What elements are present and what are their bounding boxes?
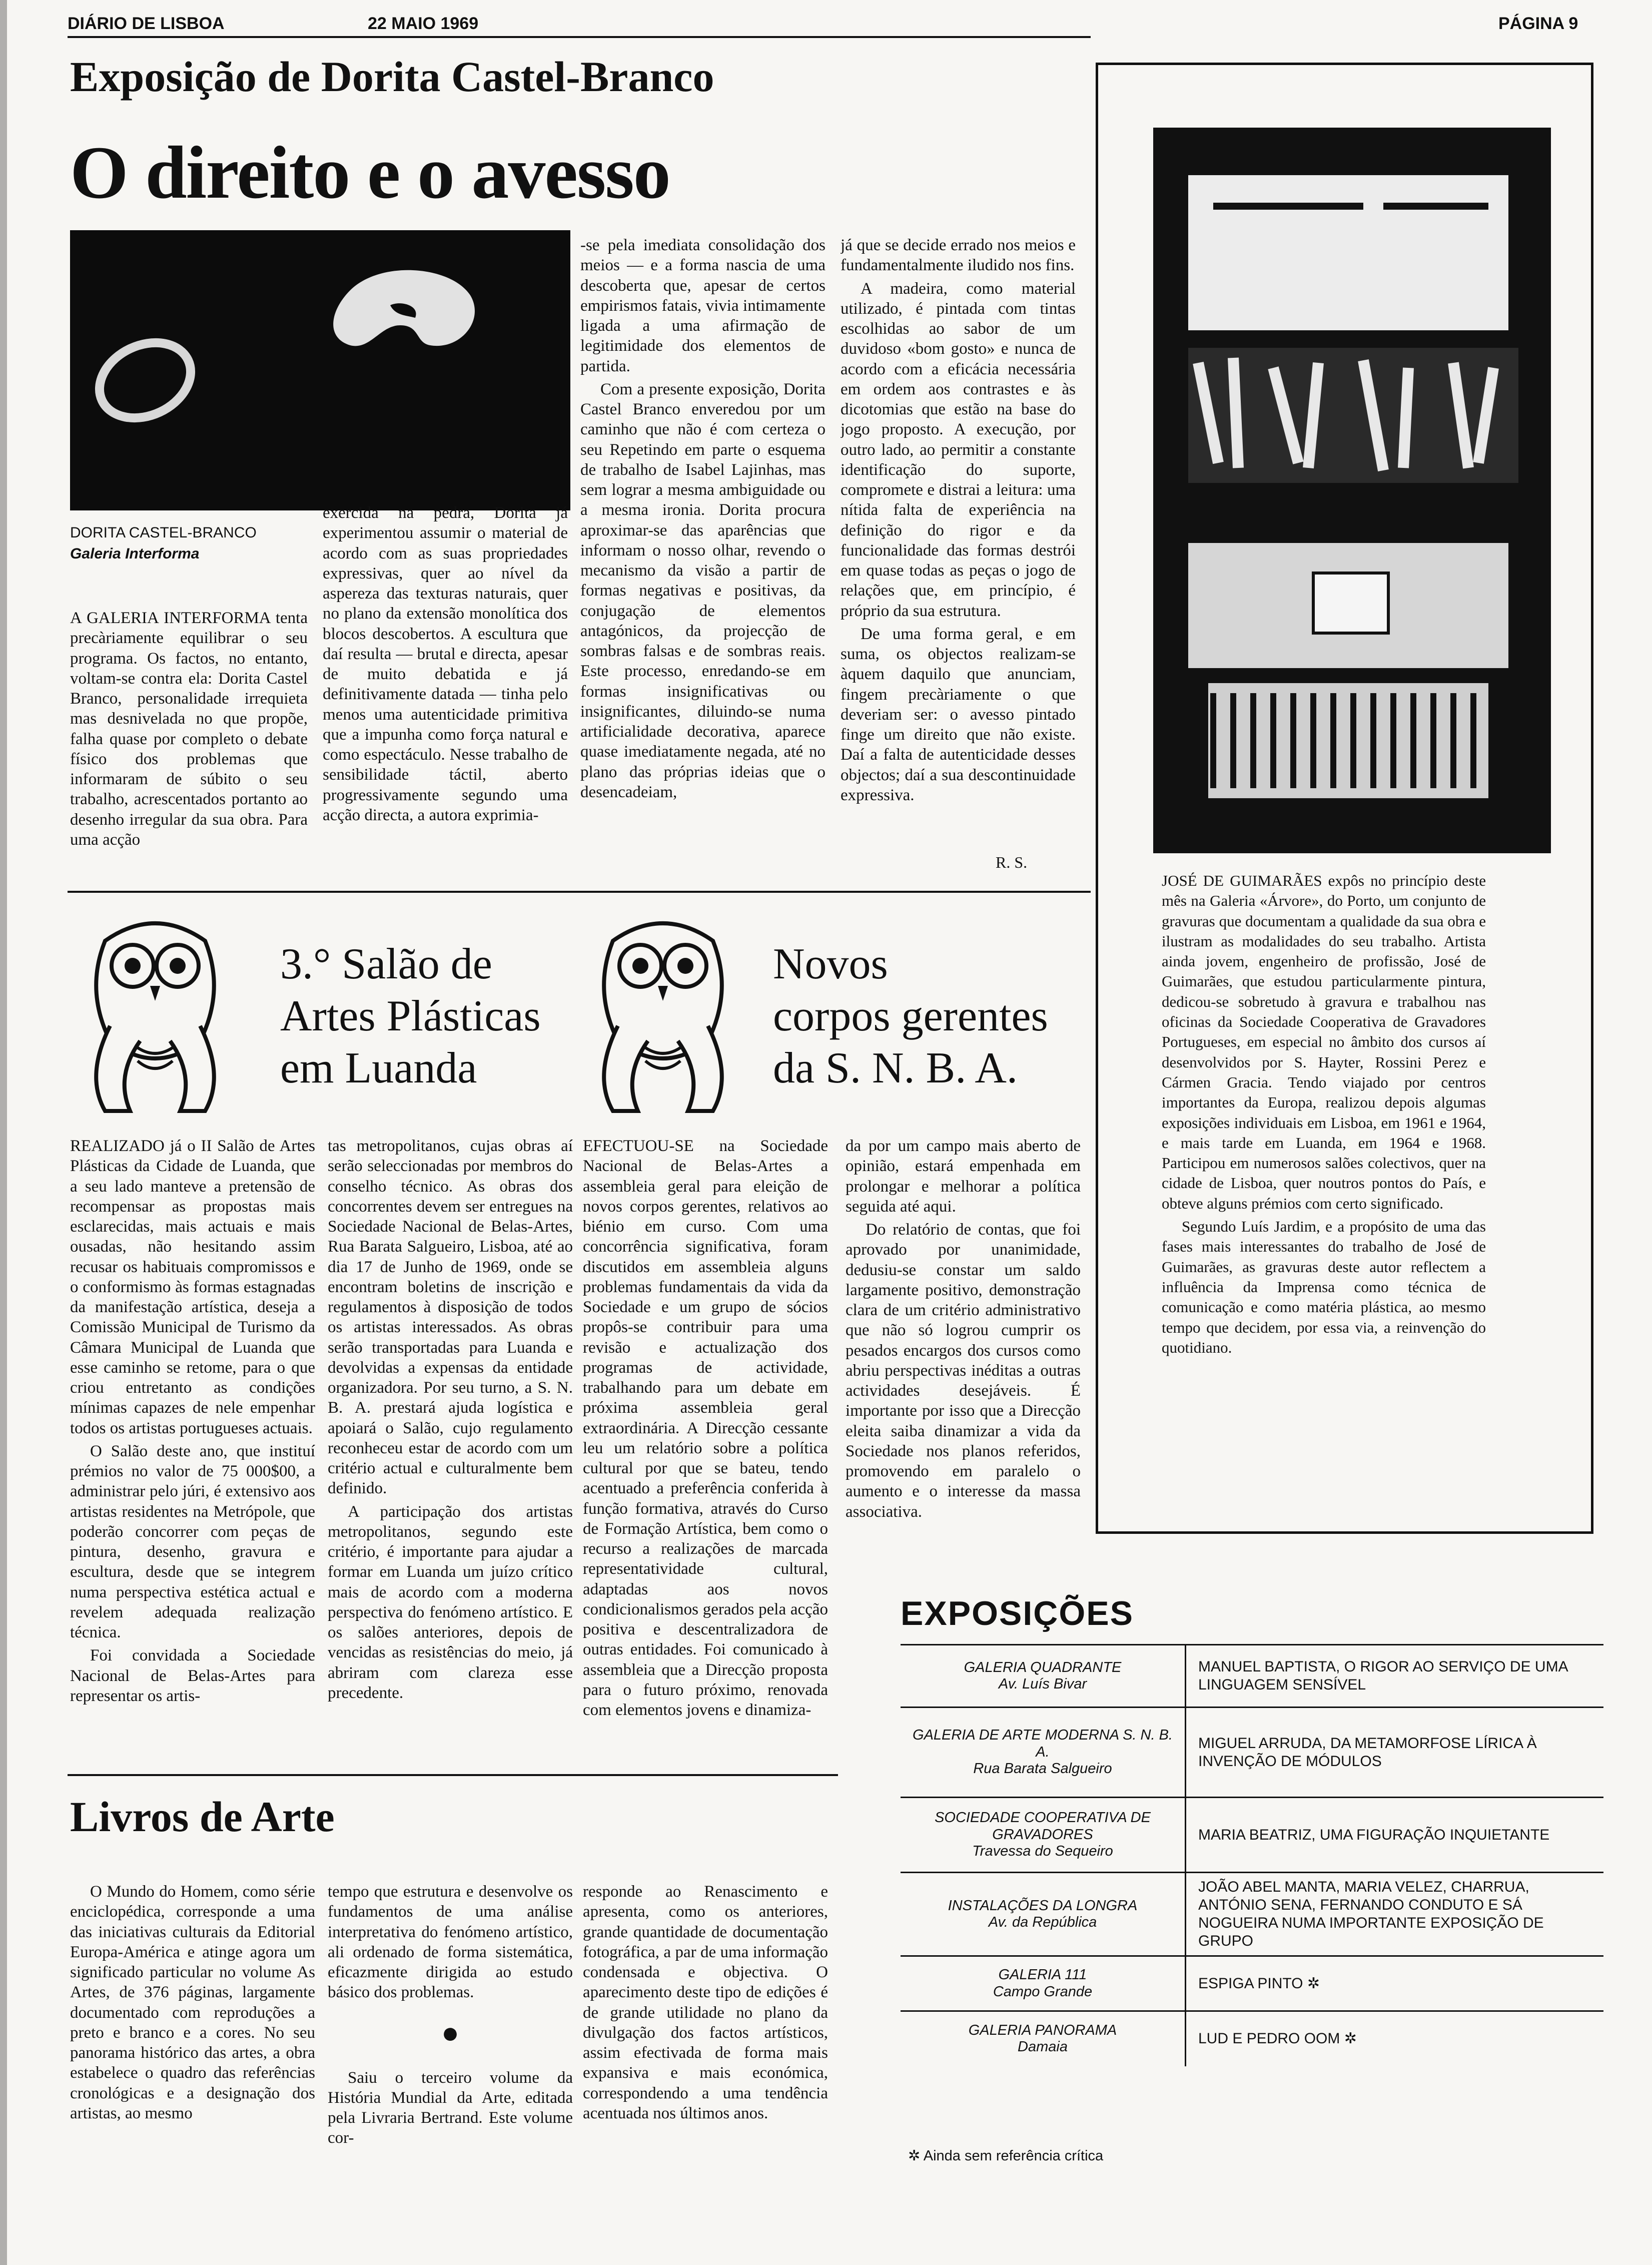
exposicao-venue: GALERIA PANORAMA [968,2022,1117,2038]
snba-col-1 [583,1136,828,1762]
salao-col-2 [328,1136,573,1762]
exposicoes-title: EXPOSIÇÕES [901,1594,1134,1632]
livros-col-2-p1: tempo que estrutura e desenvolve os fundamentos de uma análise interpretativa do fenómeno artístico, ali ordenado de forma sistemática, eficazmente dirigida ao estudo básico dos problemas. [328,1883,573,2002]
exposicao-venue: GALERIA 111 [998,1967,1087,1983]
exposicao-show: LUD E PEDRO OOM ✲ [1186,2011,1604,2066]
article-signature: R. S. [996,853,1028,871]
livros-col-2-p2: Saiu o terceiro volume da História Mundial da Arte, editada pela Livraria Bertrand. Este volume cor- [328,2068,573,2147]
guimaraes-p2: Segundo Luís Jardim, e a propósito de uma das fases mais interessantes do trabalho de José de Guimarães, as gravuras deste autor reflectem a influência da Imprensa como técnica de comunicação e como matéria plástica, ao mesmo tempo que decidem, por essa via, a reinvenção do quotidiano. [1162,1218,1486,1356]
livros-col-2 [328,1882,573,2242]
header-rule [68,36,1091,38]
exposicao-row [901,1873,1603,1956]
article-col-4-p2: A madeira, como material utilizado, é pintada com tintas escolhidas ao sabor de um duvidoso «bom gosto» e nunca de acordo com a eficácia necessária em ordem aos contrastes e às dicotomias que estão na base do jogo proposto. A execução, por outro lado, ao permitir a constante identificação do suporte, compromete e distrai a leitura: uma nítida falta de experiência na definição do rigor e da funcionalidade das formas destrói em quase todas as peças o jogo de relações que, em princípio, é próprio da sua estrutura. [841,279,1076,620]
section-rule-1 [68,891,1091,893]
article-col-4-p3: De uma forma geral, e em suma, os objectos realizam-se àquem daquilo que anunciam, fingem precàriamente o que deveriam ser: o avesso pintado finge um direito que não existe. Daí a falta de autenticidade desses objectos; daí a sua descontinuidade expressiva. [841,625,1076,804]
bullet-dot: ● [441,2016,460,2049]
caption-gallery: Galeria Interforma [70,545,200,562]
snba-title-line2: corpos gerentes [773,991,1048,1040]
article-col-4-p1: já que se decide errado nos meios e fundamentalmente iludido nos fins. [841,236,1076,275]
exposicao-venue-cell [901,1798,1186,1873]
exposicao-address: Campo Grande [993,1983,1093,2000]
exposicoes-footnote: ✲ Ainda sem referência crítica [908,2148,1104,2164]
article-col-3-p1: -se pela imediata consolidação dos meios — e a forma nascia de uma descoberta que, apesar de certos empirismos fatais, vivia intimamente ligada a uma afirmação de legitimidade dos elementos de partida. [580,236,825,375]
snba-title-line3: da S. N. B. A. [773,1043,1018,1092]
salao-title-line3: em Luanda [280,1043,477,1092]
scan-edge [0,0,7,2265]
sculpture-photo [70,230,570,510]
exposicao-address: Damaia [1018,2039,1068,2055]
article-col-2-text: exercida na pedra, Dorita já experimentou assumir o material de acordo com as suas propriedades expressivas, quer ao nível da aspereza das texturas naturais, quer no plano da extensão monolítica dos blocos descobertos. A escultura que daí resulta — brutal e directa, apesar de muito debatida e já definitivamente datada — tinha pelo menos uma autenticidade primitiva que a impunha como força natural e como espectáculo. Nesse trabalho de sensibilidade táctil, aberto progressivamente segundo uma acção directa, a autora exprimia- [323,504,568,824]
salao-title-line2: Artes Plásticas [280,991,541,1040]
snba-title-line1: Novos [773,940,888,988]
exposicao-row [901,1645,1603,1708]
exposicao-row [901,1798,1603,1873]
article-kicker: Exposição de Dorita Castel-Branco [70,53,714,101]
article-col-1 [70,608,308,878]
exposicao-row [901,1708,1603,1798]
salao-col-2-p1: tas metropolitanos, cujas obras aí serão seleccionadas por membros do conselho técnico. As obras dos concorrentes devem ser entregues na Sociedade Nacional de Belas-Artes, Rua Barata Salgueiro, Lisboa, até ao dia 17 de Junho de 1969, onde se encontram boletins de inscrição e regulamentos à disposição de todos os artistas interessados. As obras serão transportadas para Luanda e devolvidas a expensas da entidade organizadora. Por seu turno, a S. N. B. A. prestará ajuda logística e apoiará o Salão, cujo regulamento reconheceu estar de acordo com um critério actual e culturalmente bem definido. [328,1137,573,1498]
page-number: PÁGINA 9 [1498,14,1578,33]
sculpture-image [70,230,570,510]
snba-col-1-text: EFECTUOU-SE na Sociedade Nacional de Belas-Artes a assembleia geral para eleição de novos corpos gerentes, relativos ao biénio em curso. Com uma concorrência significativa, foram discutidos em assembleia alguns problemas fundamentais da vida da Sociedade e um grupo de sócios propôs-se contribuir para uma revisão e actualização dos programas de actividade, trabalhando para um debate em próxima assembleia geral extraordinária. A Direcção cessante leu um relatório sobre a política cultural por que se bateu, tendo acentuado a preferência conferida à função formativa, através do Curso de Formação Artística, bem como o recurso a realizações de marcada representatividade cultural, adaptadas aos novos condicionalismos gerados pela acção positiva e descentralizadora de outras entidades. Foi comunicado à assembleia que a Direcção proposta para o futuro próximo, renovada com elementos jovens e dinamiza- [583,1137,828,1719]
exposicao-venue-cell [901,2011,1186,2066]
article-col-3-p2: Com a presente exposição, Dorita Castel Branco enveredou por um caminho que não é com certeza o seu Repetindo em parte o esquema de trabalho de Isabel Lajinhas, mas sem lograr a mesma ambiguidade ou a mesma ironia. Dorita procura aproximar-se das aparências que informam o nosso olhar, revendo o mecanismo da visão a partir de formas negativas e positivas, da conjugação de elementos antagónicos, da projecção de sombras falsas e de sombras reais. Este processo, enredando-se em formas insignificativas ou insignificantes, diluindo-se numa artificialidade decorativa, aparece quase imediatamente negada, até no plano das próprias ideias que o desencadeiam, [580,380,825,801]
exposicao-venue: GALERIA DE ARTE MODERNA S. N. B. A. [913,1727,1173,1760]
salao-col-1-p1: REALIZADO já o II Salão de Artes Plásticas da Cidade de Luanda, que a seu lado manteve a pretensão de recompensar as propostas mais esclarecidas, mais actuais e mais ousadas, não hesitando assim recusar os habituais compromissos e o conformismo às formas estagnadas da manifestação artística, deseja a Comissão Municipal de Turismo da Câmara Municipal de Luanda que esse caminho se retome, para o que criou entretanto as condições mínimas capazes de nele empenhar todos os artistas portugueses actuais. [70,1137,315,1437]
exposicao-show: MARIA BEATRIZ, UMA FIGURAÇÃO INQUIETANTE [1186,1798,1604,1873]
snba-col-2 [846,1136,1081,1546]
exposicao-venue: GALERIA QUADRANTE [964,1659,1122,1675]
article-col-2 [323,503,568,878]
engraving-image [1153,128,1551,853]
exposicao-show: MIGUEL ARRUDA, DA METAMORFOSE LÍRICA À INVENÇÃO DE MÓDULOS [1186,1708,1604,1798]
owl-icon [75,911,235,1121]
article-col-3 [580,235,825,881]
livros-title: Livros de Arte [70,1793,335,1841]
snba-col-2-p2: Do relatório de contas, que foi aprovado por unanimidade, dedusiu-se constar um saldo largamente positivo, demonstração clara de um critério administrativo que não só logrou cumprir os pesados encargos dos cursos como abriu perspectivas inéditas a outras actividades desejáveis. É importante por isso que a Direcção eleita saiba dinamizar a vida da Sociedade nos planos referidos, promovendo em paralelo o aumento e o interesse da massa associativa. [846,1221,1081,1521]
exposicoes-table [901,1644,1603,2066]
newspaper-name: DIÁRIO DE LISBOA [68,14,225,33]
exposicao-address: Av. Luís Bivar [998,1676,1087,1692]
exposicao-venue-cell [901,1645,1186,1708]
exposicao-address: Av. da República [988,1914,1097,1930]
article-col-4 [841,235,1076,866]
livros-col-1-text: O Mundo do Homem, como série enciclopédica, corresponde a uma das iniciativas culturais da Editorial Europa-América e atinge agora um significado particular no volume As Artes, de 376 páginas, largamente documentado com reproduções a preto e branco e a cores. No seu panorama histórico das artes, a obra estabelece o quadro das referências cronológicas e a designação dos artistas, ao mesmo [70,1883,315,2122]
exposicao-show: JOÃO ABEL MANTA, MARIA VELEZ, CHARRUA, ANTÓNIO SENA, FERNANDO CONDUTO E SÁ NOGUEIRA NUMA IMPORTANTE EXPOSIÇÃO DE GRUPO [1186,1873,1604,1956]
issue-date: 22 MAIO 1969 [368,14,479,33]
exposicao-venue: SOCIEDADE COOPERATIVA DE GRAVADORES [935,1810,1151,1843]
exposicao-address: Rua Barata Salgueiro [973,1761,1112,1777]
exposicao-row [901,2011,1603,2066]
exposicao-venue-cell [901,1873,1186,1956]
guimaraes-p1: JOSÉ DE GUIMARÃES expôs no princípio deste mês na Galeria «Árvore», do Porto, um conjunto de gravuras que documentam a qualidade da sua obra e ilustram as modalidades do seu trabalho. Artista ainda jovem, engenheiro de profissão, José de Guimarães, que estudou particularmente pintura, dedicou-se sobretudo à gravura e trabalhou nas oficinas da Sociedade Cooperativa de Gravadores Portugueses, em especial no âmbito dos cursos aí desenvolvidos por S. Hayter, Rossini Perez e Cármen Gracia. Tendo viajado por centros importantes da Europa, realizou depois algumas exposições individuais em Lisboa, em 1961 e 1964, e mais tarde em Luanda, em 1964 e 1968. Participou em numerosos salões colectivos, quer na cidade de Lisboa, quer noutros pontos do País, e obteve alguns prémios com certo significado. [1162,872,1486,1212]
livros-col-3-text: responde ao Renascimento e apresenta, como os anteriores, grande quantidade de documentação fotográfica, a par de uma informação condensada e objectiva. O aparecimento deste tipo de edições é de grande utilidade no plano da divulgação dos factos artísticos, assim efectivada de forma mais expansiva e mais económica, correspondendo a uma tendência acentuada nos últimos anos. [583,1883,828,2122]
section-rule-2 [68,1774,838,1776]
snba-title [773,938,1048,1094]
exposicao-venue: INSTALAÇÕES DA LONGRA [948,1897,1138,1914]
salao-col-1-p2: O Salão deste ano, que instituí prémios no valor de 75 000$00, a administrar pelo júri, é extensivo aos artistas residentes na Metrópole, que poderão concorrer com peças de pintura, desenho, gravura e escultura, desde que se integrem numa perspectiva estética actual e revelem adequada realização técnica. [70,1442,315,1641]
snba-col-2-p1: da por um campo mais aberto de opinião, estará empenhada em prolongar e melhorar a política seguida até aqui. [846,1137,1081,1216]
salao-col-1 [70,1136,315,1762]
engraving-photo [1153,128,1551,853]
livros-col-1 [70,1882,315,2242]
exposicao-show: ESPIGA PINTO ✲ [1186,1956,1604,2011]
salao-col-2-p2: A participação dos artistas metropolitanos, segundo este critério, é importante para ajudar a formar em Luanda um juízo crítico mais de acordo com a moderna perspectiva do fenómeno artístico. E os salões anteriores, depois de vencidas as resistências do meio, já abriram com clareza esse precedente. [328,1502,573,1702]
salao-title [280,938,541,1094]
exposicao-row [901,1956,1603,2011]
salao-title-line1: 3.° Salão de [280,940,492,988]
owl-icon [583,911,743,1121]
livros-col-3 [583,1882,828,2242]
exposicao-venue-cell [901,1708,1186,1798]
article-col-1-text: A GALERIA INTERFORMA tenta precàriamente equilibrar o seu programa. Os factos, no entanto, voltam-se contra ela: Dorita Castel Branco, personalidade irrequieta mas desnivelada no que propõe, falha quase por completo o debate físico dos problemas que informaram de súbito o seu trabalho, acrescentados portanto ao desenho irregular da sua obra. Para uma acção [70,609,308,849]
salao-col-1-p3: Foi convidada a Sociedade Nacional de Belas-Artes para representar os artis- [70,1646,315,1705]
exposicao-venue-cell [901,1956,1186,2011]
exposicao-address: Travessa do Sequeiro [972,1843,1113,1860]
caption-artist: DORITA CASTEL-BRANCO [70,524,257,541]
exposicao-show: MANUEL BAPTISTA, O RIGOR AO SERVIÇO DE UMA LINGUAGEM SENSÍVEL [1186,1645,1604,1708]
article-headline: O direito e o avesso [70,131,670,214]
guimaraes-text [1162,871,1486,1496]
